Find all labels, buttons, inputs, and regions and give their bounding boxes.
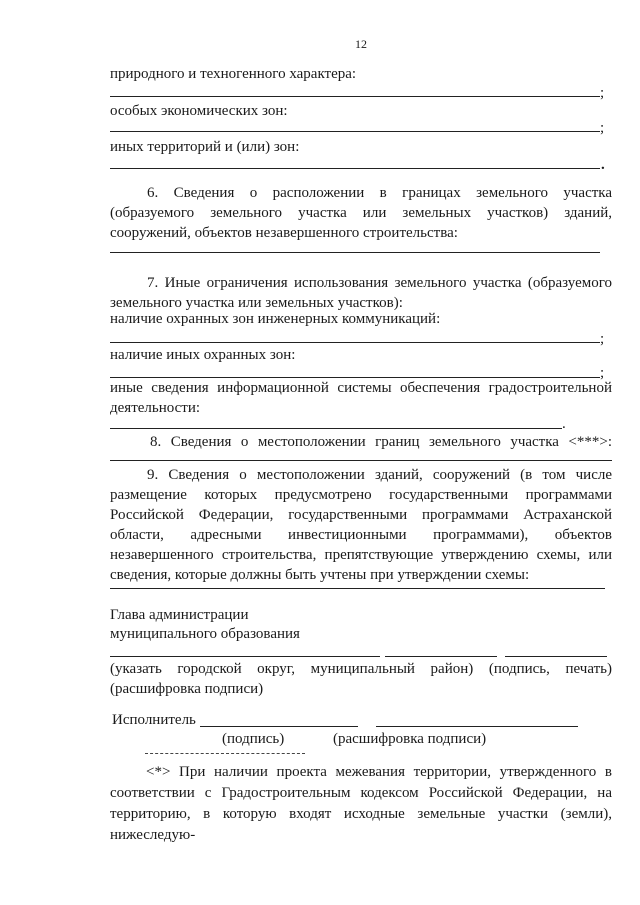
footnote-text: <*> При наличии проекта межевания территории, утвержденного в соответствии с Градостроительным кодексом Российской Федерации, на территорию, в которую входят исходные земельные участки (земли), нижеследую- bbox=[110, 764, 612, 843]
section-6-text: 6. Сведения о расположении в границах земельного участка (образуемого земельного участка или земельных участков) зданий, сооружений, объектов незавершенного строительства: bbox=[110, 185, 612, 241]
fill-line-municipality bbox=[110, 656, 380, 657]
executor-label: Исполнитель bbox=[112, 712, 196, 728]
section-7-title: 7. Иные ограничения использования земельного участка (образуемого земельного участка или земельных участков): bbox=[110, 275, 612, 311]
section-9-text: 9. Сведения о местоположении зданий, сооружений (в том числе размещение которых предусмотрено государственными программами Российской Федерации, государственными программами Астраханской области, адресными инвестиционными программами), объектов незавершенного строительства, препятствующие утверждению схемы, или сведения, которые должны быть учтены при утверждении схемы: bbox=[110, 467, 612, 583]
section-7-info-system: иные сведения информационной системы обеспечения градостроительной деятельности: bbox=[110, 380, 612, 416]
fill-line bbox=[110, 428, 562, 429]
zone-natural-label: природного и техногенного характера: bbox=[110, 66, 357, 82]
fill-line bbox=[110, 168, 600, 169]
fill-line-signature bbox=[385, 656, 497, 657]
fill-line bbox=[110, 588, 605, 589]
fill-line bbox=[110, 460, 612, 461]
head-title-line2: муниципального образования bbox=[110, 626, 300, 642]
semicolon: ; bbox=[600, 85, 605, 101]
semicolon: ; bbox=[600, 331, 605, 347]
section-7-other-zones: наличие иных охранных зон: bbox=[110, 347, 296, 363]
fill-line bbox=[110, 252, 600, 253]
page-number: 12 bbox=[355, 37, 367, 51]
period-mark: . bbox=[562, 416, 566, 432]
executor-decode-label: (расшифровка подписи) bbox=[333, 731, 487, 747]
fill-line bbox=[110, 96, 600, 97]
fill-line-decode bbox=[505, 656, 607, 657]
footnote-separator bbox=[145, 753, 305, 754]
zone-other-label: иных территорий и (или) зон: bbox=[110, 139, 300, 155]
fill-line-executor-signature bbox=[200, 726, 358, 727]
section-8-text: 8. Сведения о местоположении границ земельного участка <***>: bbox=[150, 434, 612, 450]
zone-economic-label: особых экономических зон: bbox=[110, 103, 288, 119]
period-mark: . bbox=[601, 157, 605, 173]
executor-sign-label: (подпись) bbox=[222, 731, 285, 747]
head-title-line1: Глава администрации bbox=[110, 607, 249, 623]
fill-line bbox=[110, 342, 600, 343]
fill-line-executor-decode bbox=[376, 726, 578, 727]
signature-hint: (указать городской округ, муниципальный район) (подпись, печать) (расшифровка подписи) bbox=[110, 661, 612, 697]
semicolon: ; bbox=[600, 120, 605, 136]
semicolon: ; bbox=[600, 365, 605, 381]
fill-line bbox=[110, 131, 600, 132]
section-7-engineering: наличие охранных зон инженерных коммуникаций: bbox=[110, 311, 441, 327]
